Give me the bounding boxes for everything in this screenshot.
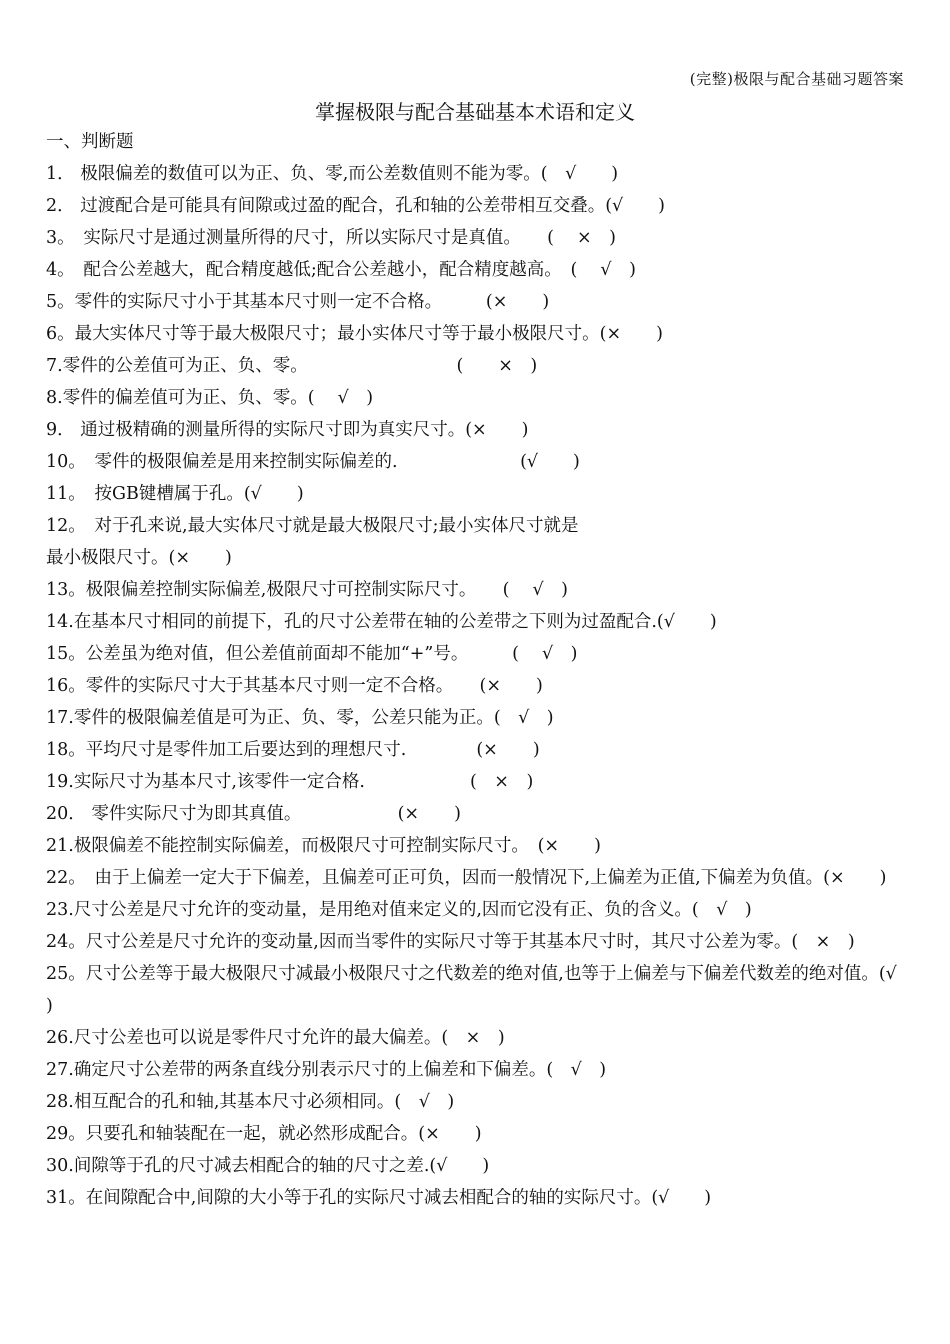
running-header: (完整)极限与配合基础习题答案 bbox=[689, 70, 904, 88]
question-item: 17.零件的极限偏差值是可为正、负、零，公差只能为正。( √ ) bbox=[46, 708, 554, 728]
question-item: 2． 过渡配合是可能具有间隙或过盈的配合，孔和轴的公差带相互交叠。(√ ) bbox=[46, 196, 666, 216]
question-item: 21.极限偏差不能控制实际偏差，而极限尺寸可控制实际尺寸。 (× ) bbox=[46, 836, 601, 856]
document-title: 掌握极限与配合基础基本术语和定义 bbox=[315, 100, 635, 124]
question-item: 11。 按GB键槽属于孔。(√ ) bbox=[46, 484, 304, 504]
question-item: 30.间隙等于孔的尺寸减去相配合的轴的尺寸之差.(√ ) bbox=[46, 1156, 490, 1176]
question-item: 13。极限偏差控制实际偏差,极限尺寸可控制实际尺寸。 ( √ ) bbox=[46, 580, 568, 600]
section-heading: 一、判断题 bbox=[46, 132, 134, 152]
question-list bbox=[46, 158, 932, 1214]
question-item: 24。尺寸公差是尺寸允许的变动量,因而当零件的实际尺寸等于其基本尺寸时，其尺寸公差为零。( × ) bbox=[46, 932, 855, 952]
question-item: 28.相互配合的孔和轴,其基本尺寸必须相同。( √ ) bbox=[46, 1092, 455, 1112]
question-item: 12。 对于孔来说,最大实体尺寸就是最大极限尺寸;最小实体尺寸就是 最小极限尺寸。(× ) bbox=[46, 516, 579, 568]
question-item: 27.确定尺寸公差带的两条直线分别表示尺寸的上偏差和下偏差。( √ ) bbox=[46, 1060, 607, 1080]
question-item: 20． 零件实际尺寸为即其真值。 (× ) bbox=[46, 804, 461, 824]
question-item: 14.在基本尺寸相同的前提下，孔的尺寸公差带在轴的公差带之下则为过盈配合.(√ ) bbox=[46, 612, 717, 632]
question-item: 6。最大实体尺寸等于最大极限尺寸；最小实体尺寸等于最小极限尺寸。(× ) bbox=[46, 324, 663, 344]
question-item: 25。尺寸公差等于最大极限尺寸减最小极限尺寸之代数差的绝对值,也等于上偏差与下偏差代数差的绝对值。(√ ) bbox=[46, 964, 932, 1016]
question-item: 10。 零件的极限偏差是用来控制实际偏差的. (√ ) bbox=[46, 452, 580, 472]
document-body bbox=[46, 126, 932, 1214]
question-item: 5。零件的实际尺寸小于其基本尺寸则一定不合格。 (× ) bbox=[46, 292, 550, 312]
question-item: 22。 由于上偏差一定大于下偏差，且偏差可正可负，因而一般情况下,上偏差为正值,下偏差为负值。(× ) bbox=[46, 868, 887, 888]
question-item: 9． 通过极精确的测量所得的实际尺寸即为真实尺寸。(× ) bbox=[46, 420, 529, 440]
question-item: 31。在间隙配合中,间隙的大小等于孔的实际尺寸减去相配合的轴的实际尺寸。(√ ) bbox=[46, 1188, 712, 1208]
question-item: 8.零件的偏差值可为正、负、零。( √ ) bbox=[46, 388, 374, 408]
question-item: 3。 实际尺寸是通过测量所得的尺寸，所以实际尺寸是真值。 ( × ) bbox=[46, 228, 617, 248]
question-item: 4。 配合公差越大，配合精度越低;配合公差越小，配合精度越高。 ( √ ) bbox=[46, 260, 636, 280]
question-item: 29。只要孔和轴装配在一起，就必然形成配合。(× ) bbox=[46, 1124, 482, 1144]
question-item: 15。公差虽为绝对值，但公差值前面却不能加“+”号。 ( √ ) bbox=[46, 644, 578, 664]
question-item: 19.实际尺寸为基本尺寸,该零件一定合格. ( × ) bbox=[46, 772, 534, 792]
question-item: 26.尺寸公差也可以说是零件尺寸允许的最大偏差。( × ) bbox=[46, 1028, 505, 1048]
question-item: 23.尺寸公差是尺寸允许的变动量，是用绝对值来定义的,因而它没有正、负的含义。( √ ) bbox=[46, 900, 752, 920]
question-item: 16。零件的实际尺寸大于其基本尺寸则一定不合格。 (× ) bbox=[46, 676, 543, 696]
question-item: 1． 极限偏差的数值可以为正、负、零,而公差数值则不能为零。( √ ) bbox=[46, 164, 619, 184]
question-item: 18。平均尺寸是零件加工后要达到的理想尺寸. (× ) bbox=[46, 740, 540, 760]
question-item: 7.零件的公差值可为正、负、零。 ( × ) bbox=[46, 356, 538, 376]
